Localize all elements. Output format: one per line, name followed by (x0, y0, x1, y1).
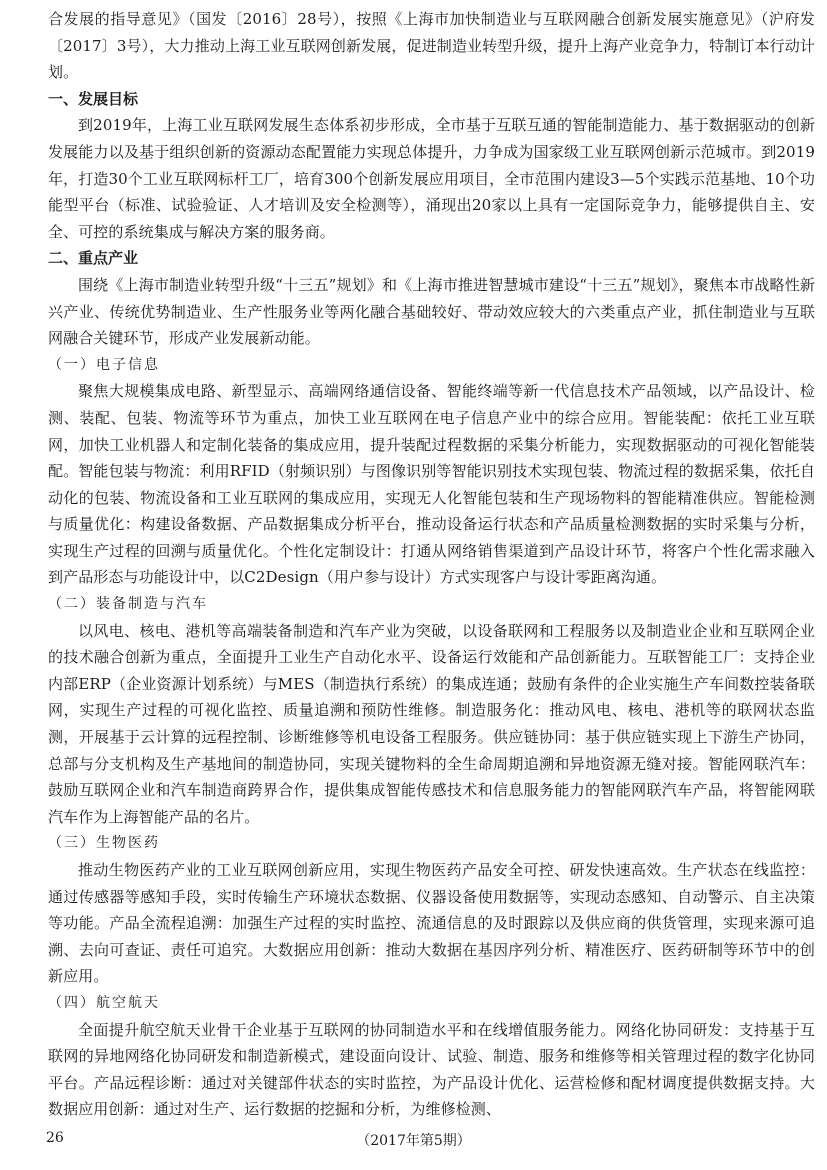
document-body (48, 6, 815, 1123)
biomedicine-paragraph: 推动生物医药产业的工业互联网创新应用，实现生物医药产品安全可控、研发快速高效。生产状态在线监控：通过传感器等感知手段，实时传输生产环境状态数据、仪器设备使用数据等，实现动态感知、自动警示、自主决策等功能。产品全流程追溯：加强生产过程的实时监控、流通信息的及时跟踪以及供应商的供货管理，实现来源可追溯、去向可查证、责任可追究。大数据应用创新：推动大数据在基因序列分析、精准医疗、医药研制等环节中的创新应用。 (48, 861, 815, 986)
section-heading-goals: 一、发展目标 (48, 89, 139, 108)
section-heading-industries: 二、重点产业 (48, 249, 139, 268)
subsection-heading-biomedicine: （三）生物医药 (48, 835, 160, 852)
equipment-auto-paragraph: 以风电、核电、港机等高端装备制造和汽车产业为突破，以设备联网和工程服务以及制造业企业和互联网企业的技术融合创新为重点，全面提升工业生产自动化水平、设备运行效能和产品创新能力。互联智能工厂：支持企业内部ERP（企业资源计划系统）与MES（制造执行系统）的集成连通；鼓励有条件的企业实施生产车间数控装备联网，实现生产过程的可视化监控、质量追溯和预防性维修。制造服务化：推动风电、核电、港机等的联网状态监测，开展基于云计算的远程控制、诊断维修等机电设备工程服务。供应链协同：基于供应链实现上下游生产协同，总部与分支机构及生产基地间的制造协同，实现关键物料的全生命周期追溯和异地资源无缝对接。智能网联汽车：鼓励互联网企业和汽车制造商跨界合作，提供集成智能传感技术和信息服务能力的智能网联汽车产品，将智能网联汽车作为上海智能产品的名片。 (48, 621, 815, 826)
page-number: 26 (46, 1130, 64, 1146)
subsection-heading-electronics: （一）电子信息 (48, 356, 160, 373)
electronics-paragraph: 聚焦大规模集成电路、新型显示、高端网络通信设备、智能终端等新一代信息技术产品领域，以产品设计、检测、装配、包装、物流等环节为重点，加快工业互联网在电子信息产业中的综合应用。智能装配：依托工业互联网，加快工业机器人和定制化装备的集成应用，提升装配过程数据的采集分析能力，实现数据驱动的可视化智能装配。智能包装与物流：利用RFID（射频识别）与图像识别等智能识别技术实现包装、物流过程的数据采集，依托自动化的包装、物流设备和工业互联网的集成应用，实现无人化智能包装和生产现场物料的智能精准供应。智能检测与质量优化：构建设备数据、产品数据集成分析平台，推动设备运行状态和产品质量检测数据的实时采集与分析，实现生产过程的回溯与质量优化。个性化定制设计：打通从网络销售渠道到产品设计环节，将客户个性化需求融入到产品形态与功能设计中，以C2Design（用户参与设计）方式实现客户与设计零距离沟通。 (48, 382, 815, 587)
intro-paragraph: 合发展的指导意见》（国发〔2016〕28号），按照《上海市加快制造业与互联网融合创新发展实施意见》（沪府发〔2017〕3号），大力推动上海工业互联网创新发展，促进制造业转型升级，提升上海产业竞争力，特制订本行动计划。 (48, 10, 815, 82)
goals-paragraph: 到2019年，上海工业互联网发展生态体系初步形成，全市基于互联互通的智能制造能力、基于数据驱动的创新发展能力以及基于组织创新的资源动态配置能力实现总体提升，力争成为国家级工业互联网创新示范城市。到2019年，打造30个工业互联网标杆工厂，培育300个创新发展应用项目，全市范围内建设3—5个实践示范基地、10个功能型平台（标准、试验验证、人才培训及安全检测等），涌现出20家以上具有一定国际竞争力，能够提供自主、安全、可控的系统集成与解决方案的服务商。 (48, 116, 815, 241)
page-footer (0, 1130, 827, 1156)
aerospace-paragraph: 全面提升航空航天业骨干企业基于互联网的协同制造水平和在线增值服务能力。网络化协同研发：支持基于互联网的异地网络化协同研发和制造新模式，建设面向设计、试验、制造、服务和维修等相关管理过程的数字化协同平台。产品远程诊断：通过对关键部件状态的实时监控，为产品设计优化、运营检修和配材调度提供数据支持。大数据应用创新：通过对生产、运行数据的挖掘和分析，为维修检测、 (48, 1020, 815, 1119)
subsection-heading-equipment-auto: （二）装备制造与汽车 (48, 596, 208, 613)
issue-label: （2017年第5期） (356, 1133, 471, 1149)
industries-paragraph: 围绕《上海市制造业转型升级“十三五”规划》和《上海市推进智慧城市建设“十三五”规划》，聚焦本市战略性新兴产业、传统优势制造业、生产性服务业等两化融合基础较好、带动效应较大的六类重点产业，抓住制造业与互联网融合关键环节，形成产业发展新动能。 (48, 275, 815, 348)
subsection-heading-aerospace: （四）航空航天 (48, 994, 160, 1011)
